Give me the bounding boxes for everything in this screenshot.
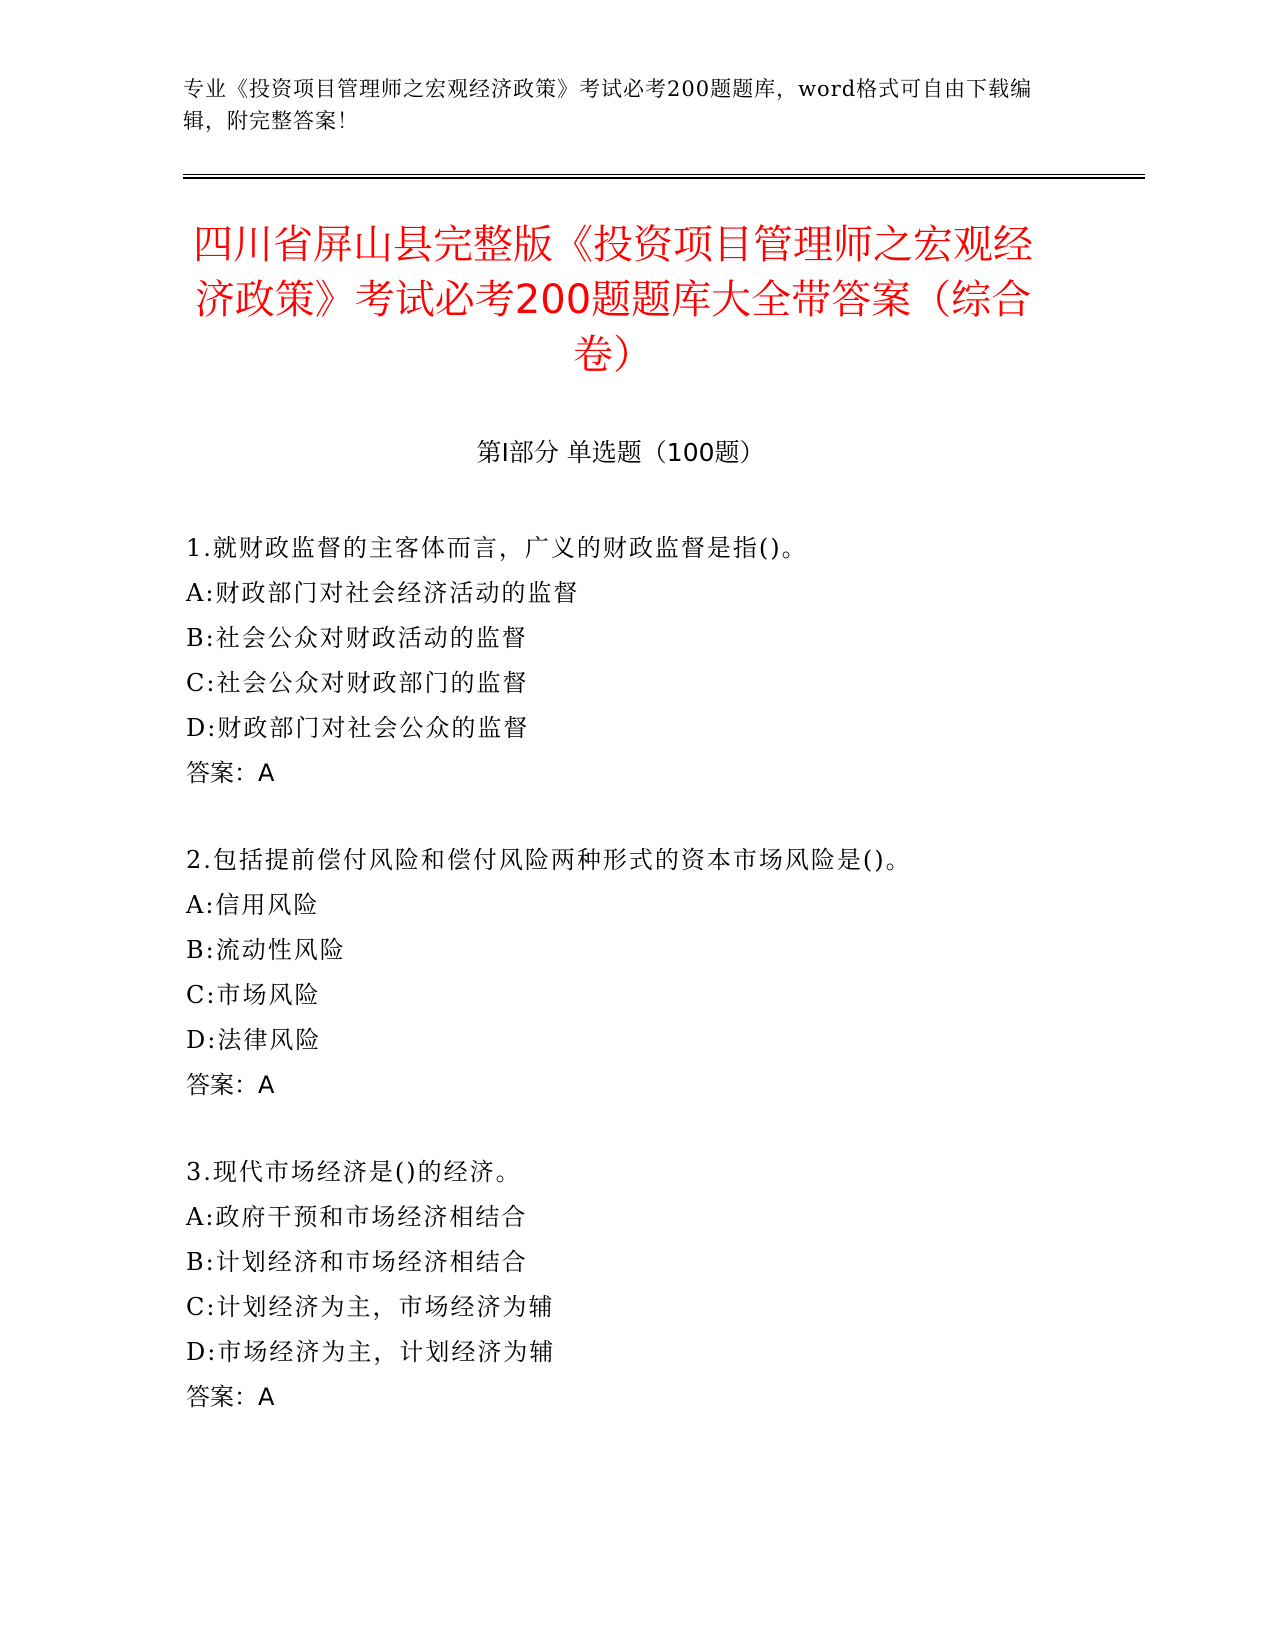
question-list [186, 526, 1086, 1462]
option-a: A:财政部门对社会经济活动的监督 [186, 579, 580, 607]
question-2 [186, 838, 1086, 1108]
question-3 [186, 1150, 1086, 1420]
question-stem: 1.就财政监督的主客体而言，广义的财政监督是指()。 [186, 534, 808, 562]
header-note: 专业《投资项目管理师之宏观经济政策》考试必考200题题库，word格式可自由下载编辑，附完整答案！ [183, 77, 1033, 133]
option-a: A:信用风险 [186, 891, 320, 919]
option-c: C:计划经济为主，市场经济为辅 [186, 1293, 555, 1321]
header-divider [183, 174, 1145, 179]
answer: 答案：A [186, 1071, 275, 1099]
question-stem: 2.包括提前偿付风险和偿付风险两种形式的资本市场风险是()。 [186, 846, 912, 874]
option-a: A:政府干预和市场经济相结合 [186, 1203, 528, 1231]
question-stem: 3.现代市场经济是()的经济。 [186, 1158, 522, 1186]
option-c: C:社会公众对财政部门的监督 [186, 669, 529, 697]
question-1 [186, 526, 1086, 796]
option-b: B:计划经济和市场经济相结合 [186, 1248, 528, 1276]
answer: 答案：A [186, 1383, 275, 1411]
option-c: C:市场风险 [186, 981, 321, 1009]
option-d: D:市场经济为主，计划经济为辅 [186, 1338, 556, 1366]
answer: 答案：A [186, 759, 275, 787]
option-b: B:流动性风险 [186, 936, 346, 964]
option-d: D:财政部门对社会公众的监督 [186, 714, 530, 742]
option-d: D:法律风险 [186, 1026, 322, 1054]
option-b: B:社会公众对财政活动的监督 [186, 624, 528, 652]
document-title: 四川省屏山县完整版《投资项目管理师之宏观经济政策》考试必考200题题库大全带答案（综合卷） [193, 222, 1033, 378]
section-heading: 第Ⅰ部分 单选题（100题） [476, 438, 765, 467]
